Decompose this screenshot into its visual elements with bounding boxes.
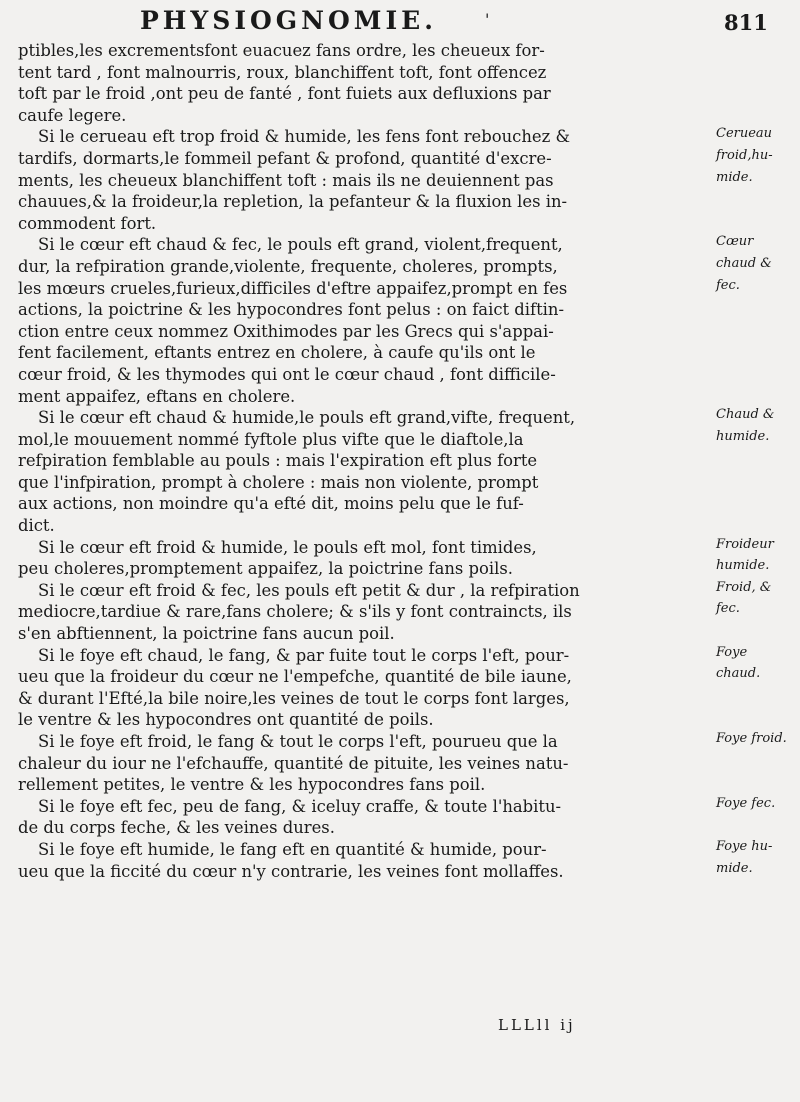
line-text: que l'infpiration, prompt à cholere : mais non violente, prompt [18,472,539,492]
line-text: mol,le mouuement nommé fyftole plus vifte que le diaftole,la [18,429,524,449]
text-line [18,558,770,580]
line-text: ueu que la ficcité du cœur n'y contrarie, les veines font mollaffes. [18,861,564,881]
line-text: peu choleres,promptement appaifez, la poictrine fans poils. [18,559,513,579]
line-text: chauues,& la froideur,la repletion, la pefanteur & la fluxion les in- [18,192,568,212]
page-number: 811 [724,10,768,35]
line-text: de du corps feche, & les veines dures. [18,818,335,838]
line-text: s'en abftiennent, la poictrine fans aucun poil. [18,624,395,644]
line-text: ments, les cheueux blanchiffent toft : mais ils ne deuiennent pas [18,170,554,190]
text-line [18,234,754,256]
margin-note: Foye froid. [716,731,787,746]
line-text: tent tard , font malnourris, roux, blanchiffent toft, font offencez [18,62,547,82]
running-title: PHYSIOGNOMIE. [140,6,437,35]
text-line [18,342,708,364]
text-line [18,321,708,343]
text-line [18,191,708,213]
line-text: ction entre ceux nommez Oxithimodes par les Grecs qui s'appai- [18,321,554,341]
line-text: toft par le froid ,ont peu de fanté , font fuiets aux defluxions par [18,84,551,104]
line-text: tardifs, dormarts,le fommeil pefant & profond, quantité d'excre- [18,148,552,168]
margin-note: Foye fec. [716,795,776,811]
line-text: & durant l'Efté,la bile noire,les veines de tout le corps font larges, [18,688,570,708]
line-text: Si le foye eft chaud, le fang, & par fuite tout le corps l'eft, pour- [38,645,570,665]
text-line [18,40,708,62]
line-text: ptibles,les excrementsfont euacuez fans ordre, les cheueux for- [18,41,545,60]
line-text: ueu que la froideur du cœur ne l'empefche, quantité de bile iaune, [18,667,572,687]
text-line [18,407,775,429]
margin-note: fec. [716,277,740,293]
text-line [18,213,708,235]
line-text: rellement petites, le ventre & les hypocondres fans poil. [18,775,486,795]
line-text: Si le cœur eft chaud & fec, le pouls eft grand, violent,frequent, [38,235,563,255]
line-text: Si le foye eft humide, le fang eft en quantité & humide, pour- [38,839,547,859]
text-line [18,666,761,688]
line-text: le ventre & les hypocondres ont quantité de poils. [18,710,434,730]
margin-note: Froid, & [716,579,772,595]
margin-note: Foye hu- [716,838,773,854]
line-text: les mœurs crueles,furieux,difficiles d'eftre appaifez,prompt en fes [18,278,568,298]
text-line [18,472,708,494]
margin-note: Froideur [716,536,774,552]
margin-note: mide. [716,169,753,185]
margin-note: Cerueau [716,126,773,142]
text-line [18,169,753,192]
text-line [18,860,753,883]
margin-note: froid,hu- [716,147,773,163]
text-line [18,277,740,300]
line-text: dur, la refpiration grande,violente, frequente, choleres, prompts, [18,256,558,276]
text-line [18,428,770,451]
page-header [0,4,800,38]
stray-mark: ' [485,10,490,29]
text-line [18,62,708,84]
text-line [18,731,787,753]
line-text: caufe legere. [18,105,127,125]
line-text: actions, la poictrine & les hypocondres font pelus : on faict diftin- [18,300,565,320]
line-text: cœur froid, & les thymodes qui ont le cœur chaud , font difficile- [18,364,556,384]
margin-note: Cœur [716,234,754,250]
text-line [18,838,773,861]
line-text: Si le cœur eft chaud & humide,le pouls eft grand,vifte, frequent, [38,408,576,428]
line-text: Si le foye eft froid, le fang & tout le corps l'eft, pourueu que la [38,732,558,751]
text-line [18,644,748,667]
margin-note: humide. [716,428,770,444]
text-line [18,601,740,623]
line-text: dict. [18,516,55,536]
margin-note: Chaud & [716,407,775,423]
text-line [18,515,708,537]
line-text: chaleur du iour ne l'efchauffe, quantité de pituite, les veines natu- [18,753,569,773]
text-line [18,817,708,839]
margin-note: chaud. [716,666,761,682]
margin-note: chaud & [716,255,772,271]
text-line [18,709,708,731]
text-line [18,688,708,710]
text-line [18,105,708,127]
line-text: commodent fort. [18,213,157,233]
line-text: aux actions, non moindre qu'a efté dit, moins pelu que le fuf- [18,494,524,514]
line-text: Si le cerueau eft trop froid & humide, les fens font rebouchez & [38,127,571,147]
line-text: refpiration femblable au pouls : mais l'expiration eft plus forte [18,451,538,471]
text-line [18,795,776,818]
line-text: Si le cœur eft froid & humide, le pouls eft mol, font timides, [38,537,537,557]
line-text: Si le foye eft fec, peu de fang, & iceluy craffe, & toute l'habitu- [38,796,562,816]
text-line [18,386,708,408]
body-text [18,40,787,882]
text-line [18,255,772,278]
text-line [18,536,774,559]
text-line [18,623,708,645]
text-line [18,450,708,472]
line-text: Si le cœur eft froid & fec, les pouls eft petit & dur , la refpiration [38,580,580,600]
margin-note: humide. [716,558,770,574]
text-line [18,579,772,602]
text-line [18,83,708,105]
margin-note: Foye [716,644,748,660]
line-text: ment appaifez, eftans en cholere. [18,386,296,406]
text-line [18,493,708,515]
text-line [18,126,773,148]
margin-note: mide. [716,860,753,876]
text-line [18,299,708,321]
line-text: mediocre,tardiue & rare,fans cholere; & s'ils y font contraincts, ils [18,602,572,622]
margin-note: fec. [716,601,740,617]
text-line [18,774,708,796]
text-line [18,364,708,386]
signature-mark: LLLll ij [498,1016,576,1034]
text-line [18,147,773,170]
line-text: fent facilement, eftants entrez en cholere, à caufe qu'ils ont le [18,343,536,363]
text-line [18,753,708,775]
